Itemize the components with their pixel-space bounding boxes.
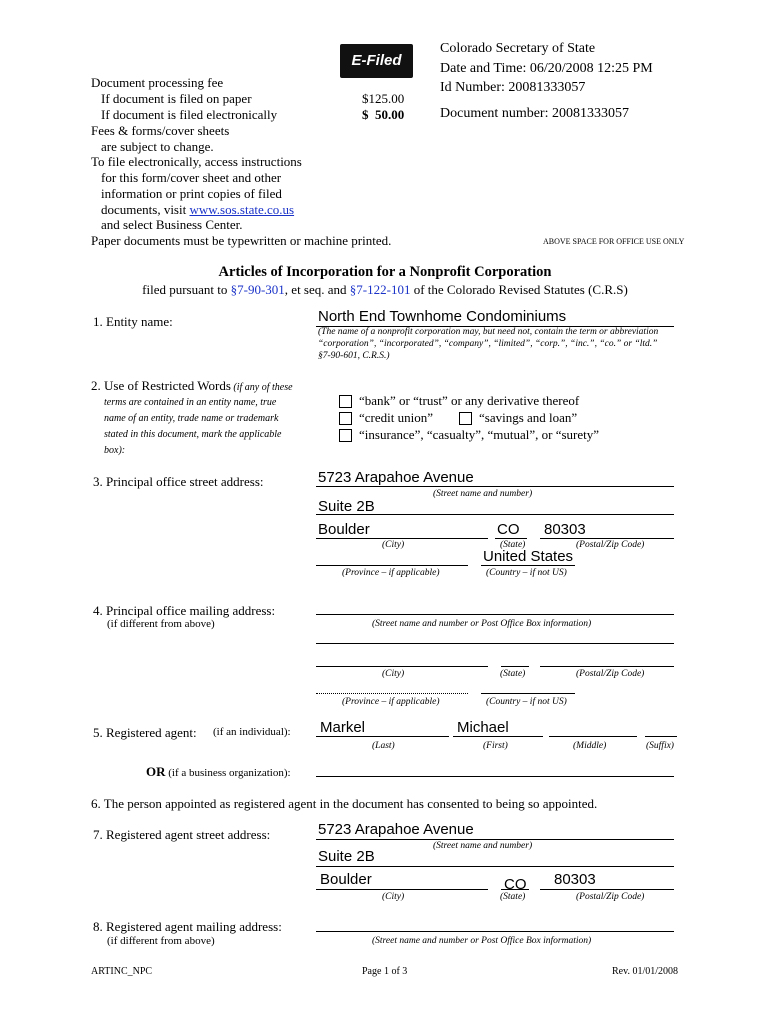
page-number: Page 1 of 3 [362,966,408,977]
agent-city-value[interactable]: Boulder [320,871,372,888]
fee-electronic-amount: $ 50.00 [362,107,405,122]
principal-state-caption: (State) [500,540,526,550]
registered-agent-label: 5. Registered agent: [93,725,197,740]
subtitle-text-b: , et seq. and [284,282,350,297]
fee-note-2: are subject to change. [101,139,214,154]
restricted-words-label [91,378,293,396]
principal-mailing-sub: (if different from above) [107,618,215,630]
document-number: Document number: 20081333057 [440,106,629,121]
subtitle-text-c: of the Colorado Revised Statutes (C.R.S) [410,282,628,297]
agent-mailing-street-caption: (Street name and number or Post Office Box information) [372,936,592,946]
principal-city-caption: (City) [382,540,405,550]
fee-heading: Document processing fee [91,75,224,90]
efile-note-2: for this form/cover sheet and other [101,170,282,185]
agent-consent-statement: 6. The person appointed as registered agent in the document has consented to being so appointed. [91,796,598,811]
fee-note-1: Fees & forms/cover sheets [91,123,230,138]
agent-or-text: (if a business organization): [165,767,291,779]
agent-suffix-caption: (Suffix) [646,741,674,751]
agent-middle-caption: (Middle) [573,741,607,751]
principal-province-line [316,565,468,566]
agent-state-caption: (State) [500,892,526,902]
restricted-help-1: terms are contained in an entity name, true [104,397,277,408]
sos-website-link[interactable]: www.sos.state.co.us [189,202,295,217]
principal-mailing-state-line[interactable] [501,666,529,667]
form-subtitle [0,282,770,298]
principal-mailing-state-caption: (State) [500,669,526,679]
principal-mailing-street-line-2[interactable] [316,643,674,644]
principal-street-value[interactable]: 5723 Arapahoe Avenue [318,469,474,486]
entity-name-label: 1. Entity name: [93,314,173,329]
agent-zip-value[interactable]: 80303 [554,871,596,888]
efile-note-1: To file electronically, access instructions [91,154,302,169]
restricted-help-3: stated in this document, mark the applicable [104,429,282,440]
agent-state-line [501,889,529,890]
subtitle-text-a: filed pursuant to [142,282,231,297]
agent-first-name-line [453,736,543,737]
bank-trust-label: “bank” or “trust” or any derivative thereof [359,393,580,408]
principal-city-line [316,538,488,539]
agent-zip-caption: (Postal/Zip Code) [576,892,645,902]
fee-electronic-label: If document is filed electronically [101,107,278,122]
agent-mailing-label: 8. Registered agent mailing address: [93,919,282,934]
fee-paper-label: If document is filed on paper [101,91,252,106]
agent-suite-line [316,866,674,867]
agent-last-caption: (Last) [372,741,395,751]
entity-name-note-3: §7-90-601, C.R.S.) [318,351,390,361]
principal-mailing-country-line[interactable] [481,693,575,694]
principal-suite-line [316,514,674,515]
e-filed-logo [340,44,413,78]
principal-mailing-label: 4. Principal office mailing address: [93,603,276,618]
principal-mailing-zip-line[interactable] [540,666,674,667]
principal-mailing-street-caption: (Street name and number or Post Office Box information) [372,619,592,629]
principal-province-caption: (Province – if applicable) [342,568,440,578]
e-filed-logo-text: E-Filed [351,52,402,69]
principal-street-caption: (Street name and number) [433,489,533,499]
fee-paper-amount: $125.00 [362,91,405,106]
principal-zip-line [540,538,674,539]
agent-first-caption: (First) [483,741,508,751]
principal-country-value[interactable]: United States [483,548,574,565]
insurance-label: “insurance”, “casualty”, “mutual”, or “surety” [359,427,600,442]
agent-zip-line [540,889,674,890]
agent-business-line[interactable] [316,776,674,777]
insurance-checkbox[interactable] [339,429,352,442]
id-number: Id Number: 20081333057 [440,80,586,95]
restricted-words-heading: 2. Use of Restricted Words [91,378,231,393]
agent-suite-value[interactable]: Suite 2B [318,848,375,865]
principal-street-label: 3. Principal office street address: [93,474,264,489]
form-title: Articles of Incorporation for a Nonprofit Corporation [218,264,552,280]
principal-country-line [481,565,575,566]
principal-mailing-zip-caption: (Postal/Zip Code) [576,669,645,679]
principal-mailing-province-line[interactable] [316,693,468,694]
savings-loan-checkbox[interactable] [459,412,472,425]
form-id: ARTINC_NPC [91,966,153,977]
office-name: Colorado Secretary of State [440,41,596,56]
agent-street-label: 7. Registered agent street address: [93,827,271,842]
entity-name-note-2: “corporation”, “incorporated”, “company”, “limited”, “corp.”, “inc.”, “co.” or “ltd.” [318,339,658,349]
agent-or-line [146,764,291,780]
paper-note: Paper documents must be typewritten or machine printed. [91,233,392,248]
date-time: Date and Time: 06/20/2008 12:25 PM [440,61,653,76]
agent-mailing-sub: (if different from above) [107,935,215,947]
restricted-help-2: name of an entity, trade name or trademark [104,413,279,424]
principal-state-value[interactable]: CO [497,521,520,538]
bank-trust-checkbox[interactable] [339,395,352,408]
agent-street-caption: (Street name and number) [433,841,533,851]
principal-mailing-street-line[interactable] [316,614,674,615]
credit-union-checkbox[interactable] [339,412,352,425]
efile-note-4-prefix: documents, visit [101,202,190,217]
agent-street-line [316,839,674,840]
agent-street-value[interactable]: 5723 Arapahoe Avenue [318,821,474,838]
agent-state-value[interactable]: CO [504,876,527,893]
entity-name-value[interactable]: North End Townhome Condominiums [318,308,567,325]
efile-note-5: and select Business Center. [101,217,243,232]
registered-agent-individual: (if an individual): [213,726,291,738]
efile-note-3: information or print copies of filed [101,186,282,201]
agent-middle-name-line[interactable] [549,736,637,737]
agent-city-line [316,889,488,890]
principal-mailing-country-caption: (Country – if not US) [486,697,567,707]
credit-union-label: “credit union” [359,410,433,425]
agent-mailing-street-line[interactable] [316,931,674,932]
principal-zip-caption: (Postal/Zip Code) [576,540,645,550]
statute-link-1[interactable]: §7-90-301 [230,282,285,297]
agent-or-word: OR [146,764,166,779]
principal-suite-value[interactable]: Suite 2B [318,498,375,515]
restricted-words-heading-ital: (if any of these [230,382,293,393]
entity-name-note-1: (The name of a nonprofit corporation may, but need not, contain the term or abbreviation [318,327,659,337]
savings-loan-label: “savings and loan” [479,410,578,425]
agent-city-caption: (City) [382,892,405,902]
principal-state-line [495,538,527,539]
principal-mailing-city-caption: (City) [382,669,405,679]
statute-link-2[interactable]: §7-122-101 [349,282,411,297]
revision-date: Rev. 01/01/2008 [612,966,679,977]
agent-suffix-line[interactable] [645,736,677,737]
principal-city-value[interactable]: Boulder [318,521,370,538]
efile-note-4 [101,202,294,218]
restricted-help-4: box): [104,445,126,456]
principal-zip-value[interactable]: 80303 [544,521,586,538]
principal-street-line [316,486,674,487]
agent-last-name-line [316,736,449,737]
office-use-label: ABOVE SPACE FOR OFFICE USE ONLY [543,237,685,246]
principal-mailing-province-caption: (Province – if applicable) [342,697,440,707]
agent-last-name-value[interactable]: Markel [320,719,366,736]
principal-country-caption: (Country – if not US) [486,568,567,578]
principal-mailing-city-line[interactable] [316,666,488,667]
agent-first-name-value[interactable]: Michael [457,719,509,736]
